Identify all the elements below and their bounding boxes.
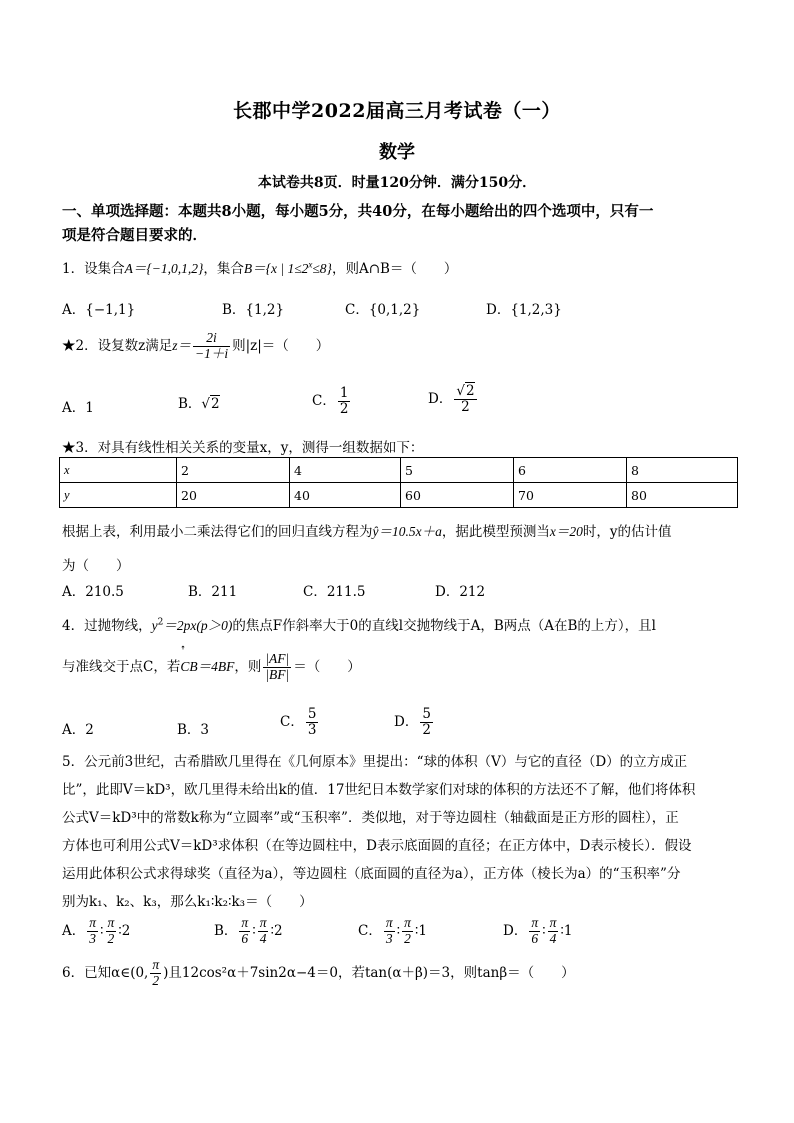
q1-option-c: C．{0,1,2}: [345, 302, 421, 318]
page-title: 长郡中学2022届高三月考试卷（一）: [233, 100, 561, 122]
q3-option-c: C．211.5: [303, 584, 366, 600]
question-6-stem: 6．已知α∈(0, $\frac{\pi}{2}$ )且12cos²α＋7sin2α−4＝0，若tan(α＋β)＝3，则tanβ＝（ ）: [62, 957, 575, 988]
section-heading-line2: 项是符合题目要求的．: [62, 227, 207, 244]
q2-option-a: A．1: [62, 400, 94, 416]
question-3-text: 根据上表，利用最小二乘法得它们的回归直线方程为ŷ＝10.5x＋a，据此模型预测当x＝20时，y的估计值: [62, 524, 672, 540]
table-cell: 20: [177, 483, 290, 508]
data-table: [59, 457, 738, 508]
table-cell: 4: [290, 458, 401, 483]
q2-option-b: B．√2: [178, 396, 220, 412]
section-heading-line1: 一、单项选择题：本题共8小题，每小题5分，共40分，在每小题给出的四个选项中，只有一: [62, 203, 654, 220]
table-cell: 5: [401, 458, 514, 483]
q5-option-c: C． $\frac{\pi}{3}$ ∶ $\frac{\pi}{2}$ ∶1: [358, 915, 427, 946]
q2-option-c: C． $\frac{1}{2}$: [312, 385, 349, 417]
exam-info: 本试卷共8页．时量120分钟．满分150分．: [257, 175, 537, 191]
question-5-line2: 比”，此即V＝kD³，欧几里得未给出k的值．17世纪日本数学家们对球的体积的方法还不了解，他们将体积: [62, 782, 696, 798]
q2-option-d: D． $\frac{√2}{2}$: [428, 383, 475, 415]
table-cell: 6: [514, 458, 627, 483]
table-row: [60, 483, 738, 508]
q4-option-d: D． $\frac{5}{2}$: [394, 706, 431, 738]
vector-equation: ꜛ CB＝4BF: [180, 645, 235, 674]
q3-option-a: A．210.5: [62, 584, 124, 600]
question-3-stem: ★3．对具有线性相关关系的变量x，y，测得一组数据如下：: [62, 440, 424, 456]
table-cell: 2: [177, 458, 290, 483]
table-cell: 40: [290, 483, 401, 508]
q3-option-b: B．211: [188, 584, 238, 600]
table-cell: 80: [627, 483, 738, 508]
table-cell: 60: [401, 483, 514, 508]
table-cell: x: [60, 458, 177, 483]
question-4-line2: 与准线交于点C，若 ꜛ CB＝4BF，则 $\frac{|AF|}{|BF|}$ ＝（ ）: [62, 645, 361, 682]
q2-fraction: $\frac{2i}{-1+i}$: [194, 330, 229, 361]
q3-option-d: D．212: [435, 584, 486, 600]
q5-option-b: B． $\frac{\pi}{6}$ ∶ $\frac{\pi}{4}$ ∶2: [214, 915, 283, 946]
table-cell: 8: [627, 458, 738, 483]
question-3-text-end: 为（ ）: [62, 558, 130, 574]
q5-option-a: A． $\frac{\pi}{3}$ ∶ $\frac{\pi}{2}$ ∶2: [62, 915, 131, 946]
table-cell: y: [60, 483, 177, 508]
table-row: [60, 458, 738, 483]
question-1-stem: 1．设集合A＝{−1,0,1,2}，集合B＝{x | $1\le 2^x\le 8$}，则A∩B＝（ ）: [62, 259, 458, 277]
question-5-line5: 运用此体积公式求得球奖（直径为a），等边圆柱（底面圆的直径为a），正方体（棱长为a）的“玉积率”分: [62, 866, 681, 882]
q5-option-d: D． $\frac{\pi}{6}$ ∶ $\frac{\pi}{4}$ ∶1: [503, 915, 573, 946]
q4-option-a: A．2: [62, 722, 94, 738]
q1-option-d: D．{1,2,3}: [486, 302, 562, 318]
question-5-line6: 别为k₁、k₂、k₃，那么k₁∶k₂∶k₃＝（ ）: [62, 894, 313, 910]
table-cell: 70: [514, 483, 627, 508]
q1-option-a: A．{−1,1}: [62, 302, 136, 318]
q4-option-b: B．3: [177, 722, 210, 738]
question-5-line3: 公式V＝kD³中的常数k称为“立圆率”或“玉积率”．类似地，对于等边圆柱（轴截面是正方形的圆柱），正: [62, 810, 679, 826]
question-5-line1: 5．公元前3世纪，古希腊欧几里得在《几何原本》里提出：“球的体积（V）与它的直径（D）的立方成正: [62, 754, 688, 770]
question-2-stem: ★2．设复数z满足z＝ $\frac{2i}{-1+i}$ 则|z|＝（ ）: [62, 330, 330, 361]
subject-heading: 数学: [379, 142, 415, 163]
q4-option-c: C． $\frac{5}{3}$: [280, 706, 317, 738]
q1-option-b: B．{1,2}: [222, 302, 285, 318]
question-4-line1: 4．过抛物线，$y^2=2px(p>0)$的焦点F作斜率大于0的直线l交抛物线于A，B两点（A在B的上方），且l: [62, 617, 656, 634]
question-5-line4: 方体也可利用公式V＝kD³求体积（在等边圆柱中，D表示底面圆的直径；在正方体中，D表示棱长）．假设: [62, 838, 692, 854]
q4-fraction: $\frac{|AF|}{|BF|}$: [265, 651, 290, 682]
